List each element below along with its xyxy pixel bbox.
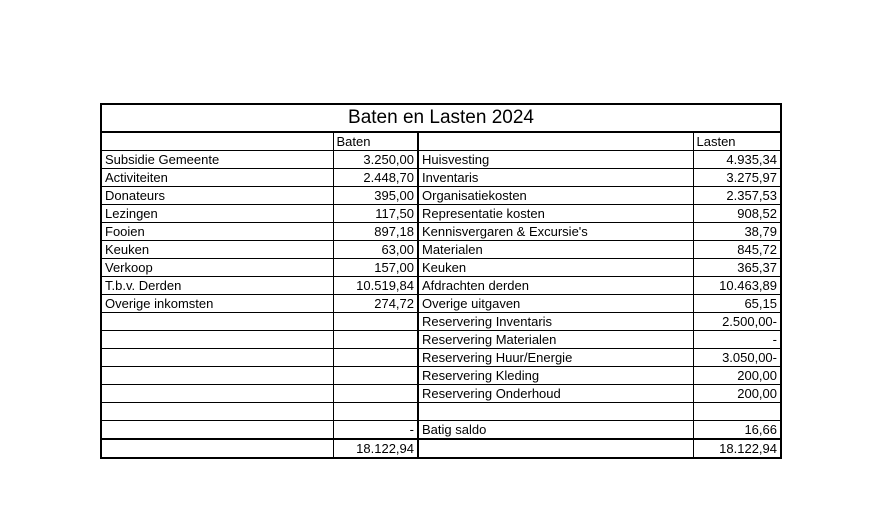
- title-row: [101, 104, 781, 132]
- table-row: [101, 313, 781, 331]
- baten-label: [101, 349, 333, 367]
- baten-lasten-table: [100, 103, 782, 459]
- table-row: [101, 367, 781, 385]
- baten-value: 10.519,84: [333, 277, 418, 295]
- lasten-value: 908,52: [693, 205, 781, 223]
- lasten-label: Kennisvergaren & Excursie's: [418, 223, 693, 241]
- header-row: [101, 132, 781, 151]
- table-row: [101, 187, 781, 205]
- table-row: [101, 205, 781, 223]
- lasten-label: Overige uitgaven: [418, 295, 693, 313]
- lasten-value: 65,15: [693, 295, 781, 313]
- lasten-value: 4.935,34: [693, 151, 781, 169]
- lasten-value: 10.463,89: [693, 277, 781, 295]
- lasten-label: Reservering Materialen: [418, 331, 693, 349]
- lasten-value: -: [693, 331, 781, 349]
- table-row: [101, 331, 781, 349]
- table-row: [101, 241, 781, 259]
- lasten-value: 3.275,97: [693, 169, 781, 187]
- baten-value: [333, 349, 418, 367]
- table-row: [101, 295, 781, 313]
- table-row: [101, 223, 781, 241]
- baten-label: Verkoop: [101, 259, 333, 277]
- header-lasten: Lasten: [693, 132, 781, 151]
- baten-value: [333, 367, 418, 385]
- table-row: [101, 349, 781, 367]
- header-empty-right: [418, 132, 693, 151]
- header-baten: Baten: [333, 132, 418, 151]
- baten-label: Overige inkomsten: [101, 295, 333, 313]
- lasten-value: 200,00: [693, 367, 781, 385]
- baten-label: Lezingen: [101, 205, 333, 223]
- totals-empty-right: [418, 439, 693, 458]
- baten-label: Subsidie Gemeente: [101, 151, 333, 169]
- lasten-label: Materialen: [418, 241, 693, 259]
- lasten-label: Reservering Onderhoud: [418, 385, 693, 403]
- baten-value: 2.448,70: [333, 169, 418, 187]
- baten-value: 897,18: [333, 223, 418, 241]
- lasten-value: 2.357,53: [693, 187, 781, 205]
- lasten-label: Batig saldo: [418, 421, 693, 440]
- baten-label: [101, 313, 333, 331]
- baten-lasten-sheet: [100, 103, 780, 459]
- baten-value: 395,00: [333, 187, 418, 205]
- lasten-value: 365,37: [693, 259, 781, 277]
- lasten-label: Reservering Inventaris: [418, 313, 693, 331]
- table-row: [101, 151, 781, 169]
- baten-label: [101, 403, 333, 421]
- total-lasten: 18.122,94: [693, 439, 781, 458]
- baten-label: Donateurs: [101, 187, 333, 205]
- lasten-label: [418, 403, 693, 421]
- lasten-label: Representatie kosten: [418, 205, 693, 223]
- totals-empty-left: [101, 439, 333, 458]
- table-title: Baten en Lasten 2024: [101, 104, 781, 132]
- table-row: [101, 403, 781, 421]
- lasten-label: Inventaris: [418, 169, 693, 187]
- lasten-value: 38,79: [693, 223, 781, 241]
- baten-value: [333, 331, 418, 349]
- baten-value: -: [333, 421, 418, 440]
- baten-label: Fooien: [101, 223, 333, 241]
- baten-label: [101, 421, 333, 440]
- baten-label: Activiteiten: [101, 169, 333, 187]
- lasten-value: [693, 403, 781, 421]
- baten-value: 274,72: [333, 295, 418, 313]
- lasten-label: Reservering Kleding: [418, 367, 693, 385]
- total-baten: 18.122,94: [333, 439, 418, 458]
- baten-value: 157,00: [333, 259, 418, 277]
- table-row: [101, 385, 781, 403]
- baten-value: [333, 385, 418, 403]
- table-row: [101, 259, 781, 277]
- header-empty-left: [101, 132, 333, 151]
- baten-value: [333, 313, 418, 331]
- baten-value: 63,00: [333, 241, 418, 259]
- lasten-label: Afdrachten derden: [418, 277, 693, 295]
- baten-label: [101, 367, 333, 385]
- baten-value: 3.250,00: [333, 151, 418, 169]
- table-row: [101, 421, 781, 440]
- baten-label: T.b.v. Derden: [101, 277, 333, 295]
- lasten-label: Organisatiekosten: [418, 187, 693, 205]
- baten-value: 117,50: [333, 205, 418, 223]
- totals-row: [101, 439, 781, 458]
- baten-label: [101, 385, 333, 403]
- lasten-label: Reservering Huur/Energie: [418, 349, 693, 367]
- lasten-value: 845,72: [693, 241, 781, 259]
- lasten-value: 200,00: [693, 385, 781, 403]
- baten-value: [333, 403, 418, 421]
- lasten-value: 3.050,00-: [693, 349, 781, 367]
- table-row: [101, 169, 781, 187]
- lasten-value: 16,66: [693, 421, 781, 440]
- lasten-label: Keuken: [418, 259, 693, 277]
- table-row: [101, 277, 781, 295]
- lasten-value: 2.500,00-: [693, 313, 781, 331]
- baten-label: [101, 331, 333, 349]
- baten-label: Keuken: [101, 241, 333, 259]
- lasten-label: Huisvesting: [418, 151, 693, 169]
